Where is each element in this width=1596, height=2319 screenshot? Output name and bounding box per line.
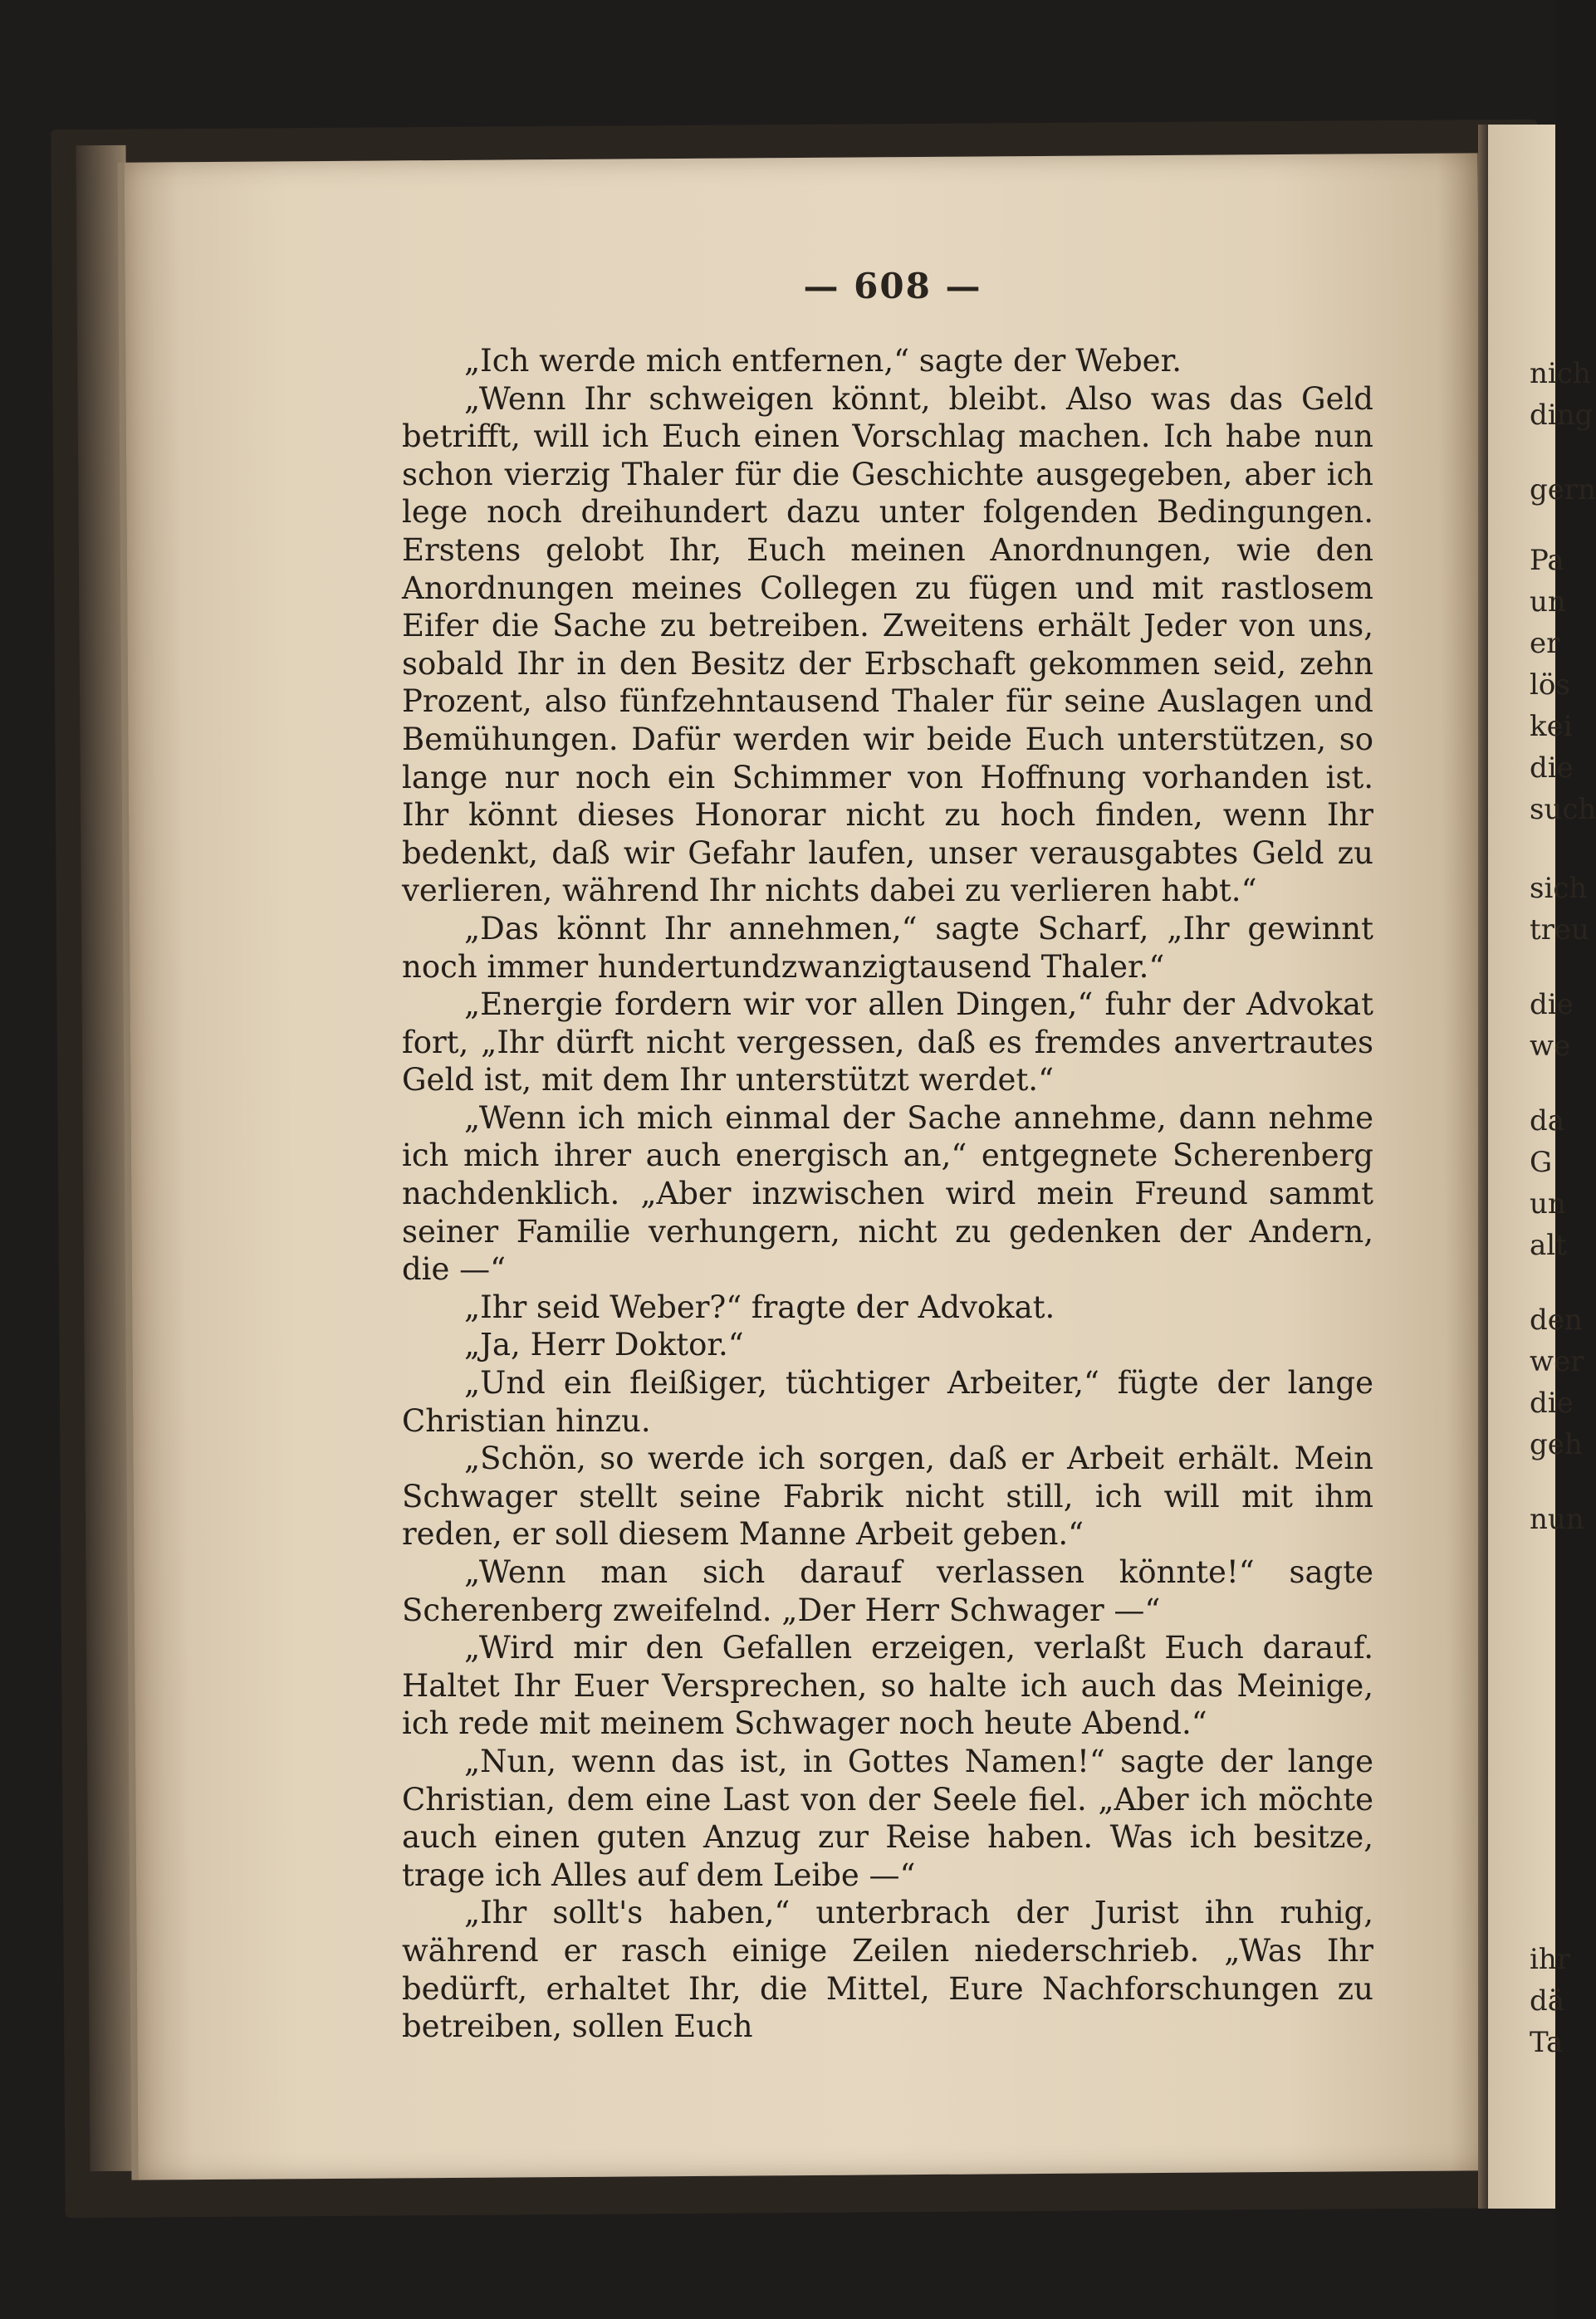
adjacent-page-fragment: er bbox=[1530, 627, 1560, 660]
page-body-text bbox=[402, 342, 1373, 2046]
paragraph: „Wenn Ihr schweigen könnt, bleibt. Also was das Geld betrifft, will ich Euch einen Vorschlag machen. Ich habe nun schon vierzig Thaler für die Geschichte ausgegeben, aber ich lege noch dreihundert dazu unter folgenden Bedingungen. Erstens gelobt Ihr, Euch meinen Anordnungen, wie den Anordnungen meines Collegen zu fügen und mit rastlosem Eifer die Sache zu betreiben. Zweitens erhält Jeder von uns, sobald Ihr in den Besitz der Erbschaft gekommen seid, zehn Prozent, also fünfzehntausend Thaler für seine Auslagen und Bemühungen. Dafür werden wir beide Euch unterstützen, so lange nur noch ein Schimmer von Hoffnung vorhanden ist. Ihr könnt dieses Honorar nicht zu hoch finden, wenn Ihr bedenkt, daß wir Gefahr laufen, unser verausgabtes Geld zu verlieren, während Ihr nichts dabei zu verlieren habt.“ bbox=[402, 380, 1373, 909]
adjacent-page-fragment: un bbox=[1530, 1187, 1566, 1221]
adjacent-page-fragment: sich bbox=[1530, 872, 1588, 905]
adjacent-page-fragment: lös bbox=[1530, 668, 1570, 702]
paragraph: „Ja, Herr Doktor.“ bbox=[464, 1327, 744, 1363]
adjacent-page-fragment: da bbox=[1530, 1104, 1565, 1137]
paragraph: „Das könnt Ihr annehmen,“ sagte Scharf, „Ihr gewinnt noch immer hundertundzwanzigtausend Thaler.“ bbox=[402, 910, 1373, 985]
adjacent-page-fragment: we bbox=[1530, 1030, 1571, 1063]
adjacent-page-fragment: alt bbox=[1530, 1229, 1567, 1262]
paragraph: „Energie fordern wir vor allen Dingen,“ fuhr der Advokat fort, „Ihr dürft nicht vergessen, daß es fremdes anvertrautes Geld ist, mit dem Ihr unterstützt werdet.“ bbox=[402, 986, 1373, 1098]
paragraph: „Schön, so werde ich sorgen, daß er Arbeit erhält. Mein Schwager stellt seine Fabrik nicht still, ich will mit ihm reden, er soll diesem Manne Arbeit geben.“ bbox=[402, 1441, 1373, 1553]
adjacent-page-fragment: die bbox=[1530, 1387, 1574, 1420]
paragraph: „Wird mir den Gefallen erzeigen, verlaßt Euch darauf. Haltet Ihr Euer Versprechen, so halte ich auch das Meinige, ich rede mit meinem Schwager noch heute Abend.“ bbox=[402, 1630, 1373, 1742]
adjacent-page-fragment: dä bbox=[1530, 1984, 1565, 2018]
adjacent-page-fragment: such bbox=[1530, 793, 1596, 826]
adjacent-page-fragment: Pa bbox=[1530, 544, 1564, 577]
adjacent-page-fragment: gern bbox=[1530, 473, 1596, 506]
adjacent-page-fragment: ding bbox=[1530, 399, 1594, 432]
paragraph: „Ich werde mich entfernen,“ sagte der Weber. bbox=[464, 343, 1182, 379]
adjacent-page-fragment: nun bbox=[1530, 1503, 1584, 1536]
adjacent-page-fragment: ihr bbox=[1530, 1943, 1571, 1976]
adjacent-page-fragment: Ta bbox=[1530, 2026, 1564, 2059]
paragraph: „Nun, wenn das ist, in Gottes Namen!“ sagte der lange Christian, dem eine Last von der Seele fiel. „Aber ich möchte auch einen guten Anzug zur Reise haben. Was ich besitze, trage ich Alles auf dem Leibe —“ bbox=[402, 1743, 1373, 1893]
adjacent-page-fragment: geh bbox=[1530, 1428, 1583, 1461]
paragraph: „Ihr seid Weber?“ fragte der Advokat. bbox=[464, 1289, 1055, 1325]
adjacent-page-fragment: die bbox=[1530, 988, 1574, 1021]
paragraph: „Wenn ich mich einmal der Sache annehme, dann nehme ich mich ihrer auch energisch an,“ entgegnete Scherenberg nachdenklich. „Aber inzwischen wird mein Freund sammt seiner Familie verhungern, nicht zu gedenken der Andern, die —“ bbox=[402, 1099, 1373, 1288]
page-number: — 608 — bbox=[803, 266, 982, 306]
book-gutter bbox=[1478, 125, 1488, 2209]
adjacent-page-fragment: wer bbox=[1530, 1345, 1584, 1378]
adjacent-page bbox=[1488, 125, 1596, 2209]
adjacent-page-fragment: treu bbox=[1530, 913, 1589, 947]
adjacent-page-fragment: nich bbox=[1530, 357, 1591, 390]
adjacent-page-fragment: den bbox=[1530, 1304, 1583, 1337]
adjacent-page-fragment: die bbox=[1530, 751, 1574, 785]
paragraph: „Ihr sollt's haben,“ unterbrach der Jurist ihn ruhig, während er rasch einige Zeilen niederschrieb. „Was Ihr bedürft, erhaltet Ihr, die Mittel, Eure Nachforschungen zu betreiben, sollen Euch bbox=[402, 1895, 1373, 2045]
adjacent-page-fragment: G bbox=[1530, 1146, 1553, 1179]
adjacent-page-fragment: un bbox=[1530, 585, 1566, 619]
paragraph: „Wenn man sich darauf verlassen könnte!“ sagte Scherenberg zweifelnd. „Der Herr Schwager —“ bbox=[402, 1554, 1373, 1628]
adjacent-page-fragment: kei bbox=[1530, 710, 1573, 743]
paragraph: „Und ein fleißiger, tüchtiger Arbeiter,“ fügte der lange Christian hinzu. bbox=[402, 1365, 1373, 1439]
